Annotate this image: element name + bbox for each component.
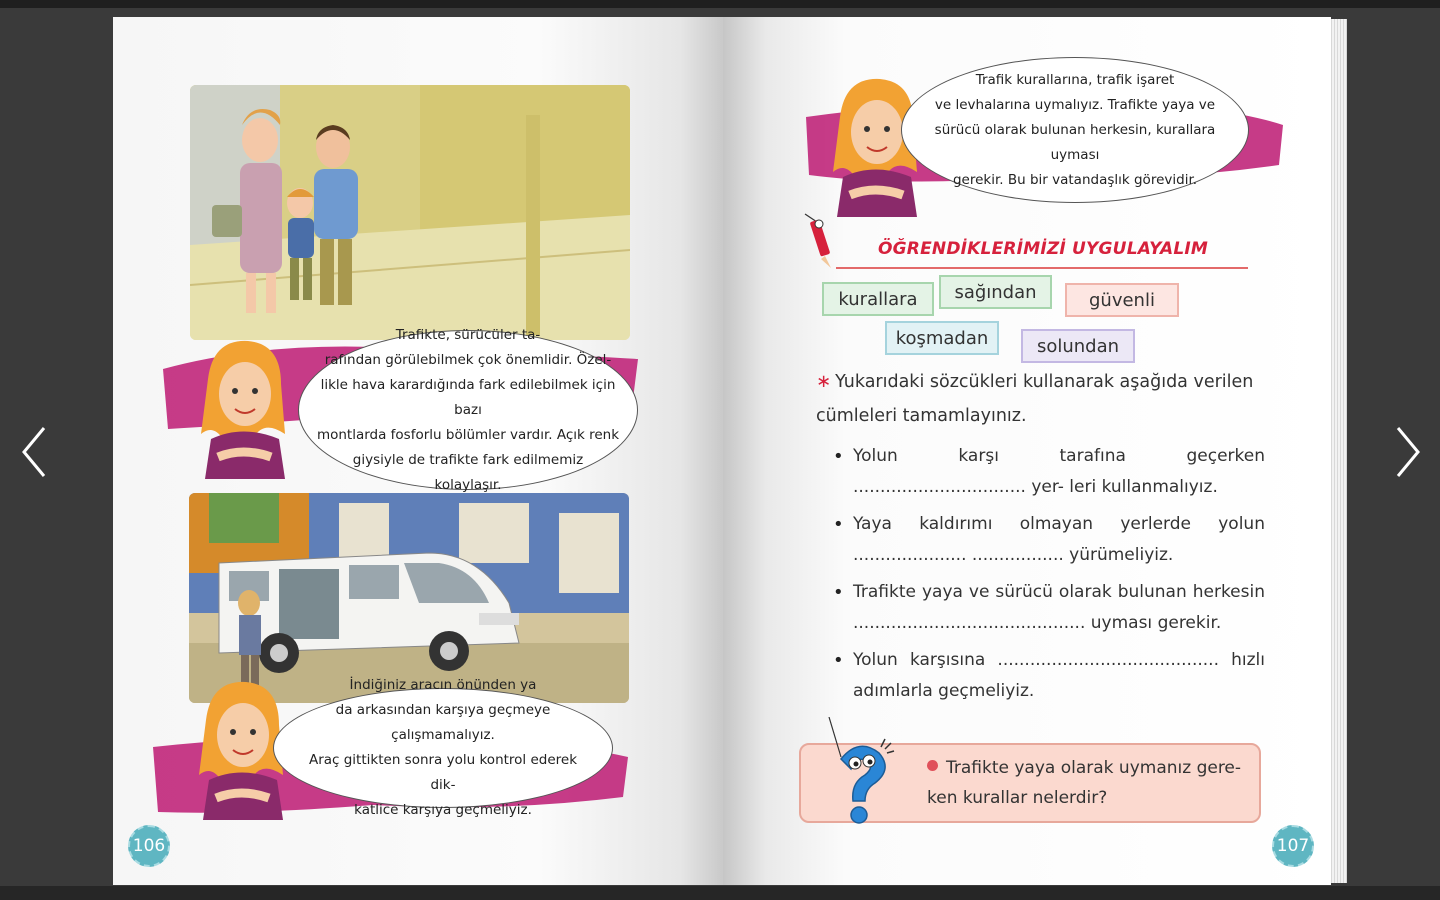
bubble-line: Araç gittikten sonra yolu kontrol ederek dik- [308,752,578,793]
word-box: solundan [1021,329,1135,363]
bubble-line: İndiğiniz aracın önünden ya [349,677,537,693]
bubble-line: katlice karşıya geçmeliyiz. [354,802,532,818]
fill-in-sentences [833,441,1265,713]
bubble-line: Trafik kurallarına, trafik işaret [975,71,1175,88]
family-sidewalk-illustration [190,85,630,340]
bubble-line: gerekir. Bu bir vatandaşlık görevidir. [952,171,1198,188]
word-box: kurallara [822,282,934,316]
speech-bubble-rules [901,57,1249,203]
asterisk-icon: ∗ [816,371,832,392]
pencil-icon [803,210,839,270]
bullet-dot-icon [927,760,938,771]
word-box: sağından [939,275,1052,309]
girl-character [193,339,293,479]
bubble-line: kolaylaşır. [434,476,502,493]
bubble-line: giysiyle de trafikte fark edilmemiz [352,451,584,468]
section-title: ÖĞRENDİKLERİMİZİ UYGULAYALIM [878,239,1209,259]
viewer-bottom-bar [0,886,1440,900]
bubble-line: Trafikte, sürücüler ta- [395,326,541,343]
bubble-line: da arkasından karşıya geçmeye çalışmamalıyız. [335,702,551,743]
page-left [113,17,723,885]
question-label: Trafikte yaya olarak uymanız gere- ken kurallar nelerdir? [927,758,1242,808]
bubble-line: likle hava karardığında fark edilebilmek için bazı [320,376,616,418]
minibus-illustration [189,493,629,703]
speech-bubble-visibility [298,326,638,493]
list-item: • Trafikte yaya ve sürücü olarak bulunan herkesin ........................................... uyması gerekir. [833,577,1265,639]
question-text [927,753,1251,813]
bubble-line: rafından görülebilmek çok önemlidir. Özel- [324,351,612,368]
word-box: koşmadan [885,321,999,355]
instruction-text [816,365,1268,433]
list-item: • Yaya kaldırımı olmayan yerlerde yolun ..................... ................. yürümeliyiz. [833,509,1265,571]
chevron-left-icon [16,424,56,480]
word-box: güvenli [1065,283,1179,317]
chevron-right-icon [1386,424,1426,480]
list-item: • Yolun karşı tarafına geçerken ................................ yer- leri kullanmalıyız. [833,441,1265,503]
page-stack-edge [1331,19,1347,883]
title-underline [836,267,1248,269]
next-page-button[interactable] [1386,424,1426,480]
bubble-line: montlarda fosforlu bölümler vardır. Açık renk [316,426,620,443]
list-item: • Yolun karşısına ......................................... hızlı adımlarla geçmeliyiz. [833,645,1265,707]
bubble-line: ve levhalarına uymalıyız. Trafikte yaya ve [934,96,1216,113]
viewer-top-bar [0,0,1440,8]
open-book [113,17,1345,885]
speech-bubble-vehicle [273,677,613,818]
page-number-badge: 106 [128,825,170,867]
bubble-line: sürücü olarak bulunan herkesin, kurallara uyması [934,121,1216,163]
page-number-badge: 107 [1272,825,1314,867]
previous-page-button[interactable] [16,424,56,480]
question-mark-character-icon [819,717,899,827]
instruction-label: Yukarıdaki sözcükleri kullanarak aşağıda verilen cümleleri tamamlayınız. [816,372,1254,426]
